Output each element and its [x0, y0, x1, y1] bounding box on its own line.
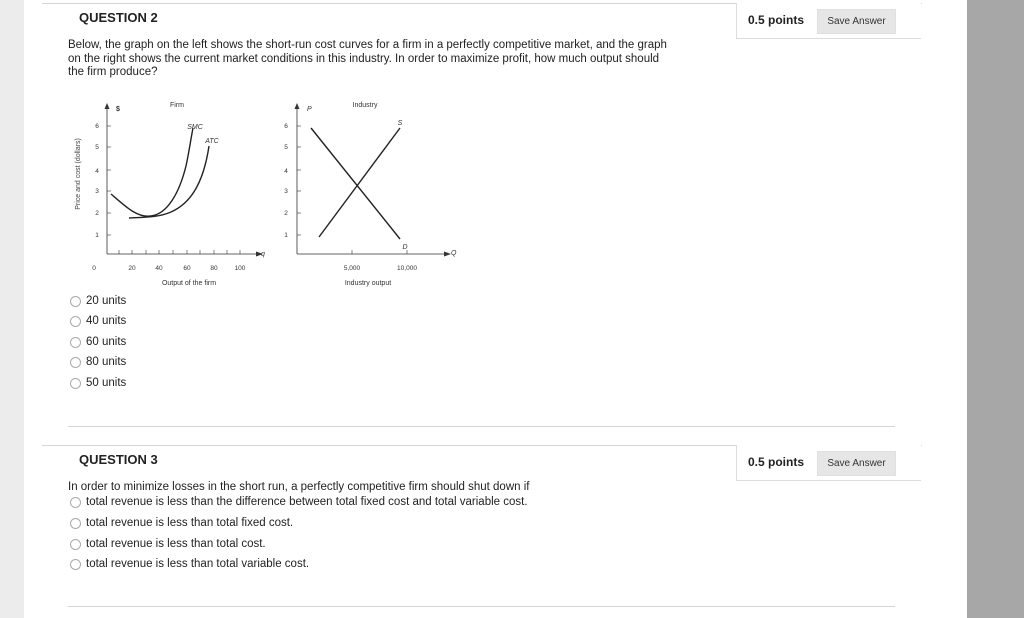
question-2-option-1[interactable] — [70, 295, 126, 307]
firm-atc-label: ATC — [205, 138, 219, 145]
firm-y-tick-6: 6 — [95, 123, 99, 130]
firm-x-tick-80: 80 — [210, 265, 218, 272]
industry-x-tick-5000: 5,000 — [343, 265, 361, 272]
industry-x-axis-label: Industry output — [344, 280, 392, 287]
firm-smc-label: SMC — [187, 124, 203, 131]
firm-x-tick-20: 20 — [128, 265, 136, 272]
question-2-option-5[interactable] — [70, 377, 126, 389]
industry-x-symbol: Q — [451, 250, 457, 257]
firm-y-tick-3: 3 — [95, 188, 99, 195]
industry-demand-curve — [311, 128, 400, 239]
question-2-option-3[interactable] — [70, 336, 126, 348]
radio-button[interactable] — [70, 316, 81, 327]
radio-button[interactable] — [70, 497, 81, 508]
industry-supply-curve — [319, 128, 400, 237]
industry-y-tick-5: 5 — [284, 144, 288, 151]
question-2-text — [68, 39, 728, 80]
firm-y-tick-marks — [107, 126, 111, 235]
firm-y-symbol: $ — [116, 106, 120, 113]
industry-x-arrow — [444, 252, 451, 257]
industry-supply-label: S — [397, 120, 403, 127]
firm-y-arrow — [105, 103, 110, 109]
radio-button[interactable] — [70, 337, 81, 348]
radio-button[interactable] — [70, 539, 81, 550]
scrollbar[interactable] — [967, 0, 1024, 618]
question-3-title: QUESTION 3 — [79, 452, 158, 467]
radio-button[interactable] — [70, 378, 81, 389]
option-label: total revenue is less than total cost. — [86, 538, 266, 550]
firm-atc-curve — [129, 146, 209, 218]
radio-button[interactable] — [70, 357, 81, 368]
firm-x-tick-60: 60 — [183, 265, 191, 272]
question-2-points-box — [736, 3, 921, 39]
industry-demand-label: D — [402, 244, 408, 251]
question-2-option-2[interactable] — [70, 315, 126, 327]
option-label: total revenue is less than the difference between total fixed cost and total variable cost. — [86, 496, 528, 508]
firm-origin-label: 0 — [92, 265, 96, 272]
question-3-text: In order to minimize losses in the short run, a perfectly competitive firm should shut down if — [68, 481, 530, 493]
firm-y-axis-label: Price and cost (dollars) — [75, 138, 82, 210]
cost-curves-graph — [67, 94, 460, 290]
industry-y-tick-marks — [297, 126, 301, 235]
radio-button[interactable] — [70, 518, 81, 529]
question-2-save-answer-button[interactable]: Save Answer — [817, 9, 896, 34]
question-2-text-line-3: the firm produce? — [68, 66, 158, 78]
industry-y-arrow — [295, 103, 300, 109]
option-label: 80 units — [86, 356, 127, 368]
question-2-title: QUESTION 2 — [79, 10, 158, 25]
industry-x-tick-10000: 10,000 — [397, 265, 417, 272]
industry-y-tick-1: 1 — [284, 232, 288, 239]
question-3-option-4[interactable] — [70, 558, 309, 570]
option-label: total revenue is less than total variable cost. — [86, 558, 310, 570]
question-2-bottom-divider — [68, 426, 895, 427]
firm-x-tick-100: 100 — [234, 265, 246, 272]
radio-button[interactable] — [70, 559, 81, 570]
firm-x-symbol: q — [261, 251, 265, 258]
question-3-save-answer-button[interactable]: Save Answer — [817, 451, 896, 476]
firm-y-tick-4: 4 — [95, 168, 99, 175]
question-3-option-1[interactable] — [70, 496, 528, 508]
industry-y-tick-6: 6 — [284, 123, 288, 130]
question-3-bottom-divider — [68, 606, 895, 607]
firm-x-axis-label: Output of the firm — [161, 280, 217, 287]
industry-y-tick-3: 3 — [284, 188, 288, 195]
firm-x-tick-marks — [119, 250, 240, 254]
question-2-option-4[interactable] — [70, 356, 126, 368]
option-label: 60 units — [86, 336, 127, 348]
graph-svg — [67, 94, 460, 290]
question-3-points-box — [736, 445, 921, 481]
question-3-option-3[interactable] — [70, 538, 266, 550]
question-2-points: 0.5 points — [748, 13, 805, 27]
firm-smc-curve — [111, 128, 193, 216]
option-label: total revenue is less than total fixed cost. — [86, 517, 294, 529]
option-label: 40 units — [86, 315, 127, 327]
firm-y-tick-1: 1 — [95, 232, 99, 239]
firm-title: Firm — [170, 102, 184, 109]
industry-title: Industry — [352, 102, 378, 109]
firm-y-tick-2: 2 — [95, 210, 99, 217]
industry-y-tick-2: 2 — [284, 210, 288, 217]
industry-y-tick-4: 4 — [284, 168, 288, 175]
firm-x-tick-40: 40 — [155, 265, 163, 272]
question-2-text-line-2: on the right shows the current market conditions in this industry. In order to maximize profit, how much output should — [68, 52, 660, 65]
radio-button[interactable] — [70, 296, 81, 307]
option-label: 50 units — [86, 377, 127, 389]
question-2-text-line-1: Below, the graph on the left shows the short-run cost curves for a firm in a perfectly competitive market, and the graph — [68, 39, 667, 51]
industry-x-tick-marks — [352, 250, 407, 254]
question-3-points: 0.5 points — [748, 455, 805, 469]
firm-y-tick-5: 5 — [95, 144, 99, 151]
question-3-option-2[interactable] — [70, 517, 293, 529]
industry-y-symbol: P — [307, 106, 312, 113]
option-label: 20 units — [86, 295, 127, 307]
